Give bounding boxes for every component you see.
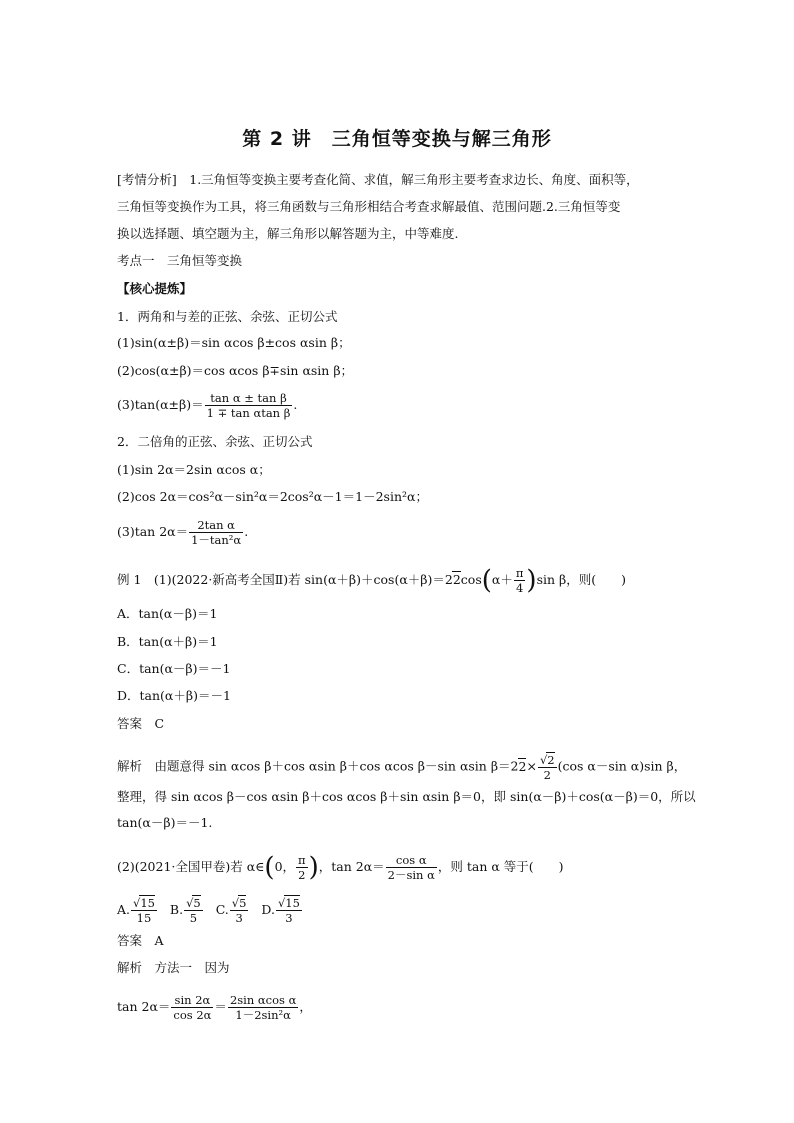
- numerator: 2sin αcos α: [229, 993, 297, 1007]
- formula-suffix: ，: [299, 999, 312, 1014]
- option-2-d: [253, 896, 302, 925]
- formula-tan-double: [117, 518, 248, 547]
- fraction-cos-over: [386, 853, 437, 882]
- intro-line-2: 三角恒等变换作为工具，将三角函数与三角形相结合考查求解最值、范围问题.2.三角恒等变: [117, 199, 621, 214]
- section-heading: 考点一 三角恒等变换: [117, 253, 243, 268]
- solution-tail: (cos α－sin α)sin β，: [557, 758, 687, 774]
- numerator: π: [515, 566, 524, 580]
- fraction-pi-over-2: [296, 853, 308, 882]
- zero: 0，: [274, 859, 296, 874]
- sqrt: 2: [518, 758, 527, 774]
- option-d: D．tan(α＋β)＝－1: [117, 688, 231, 703]
- question-tail: ，则 tan α 等于( ): [437, 859, 564, 874]
- option-c: C．tan(α－β)＝－1: [117, 661, 231, 676]
- numerator: √5: [231, 896, 247, 910]
- option-label: D.: [261, 901, 275, 917]
- numerator: √2: [539, 753, 555, 767]
- formula-prefix: (3)tan 2α＝: [117, 524, 189, 539]
- denominator: 1－2sin²α: [235, 1008, 291, 1022]
- times-sign: ×: [526, 758, 537, 774]
- option-2-a: [117, 896, 158, 925]
- option-2-b: [162, 896, 204, 925]
- solution-1-line-3: tan(α－β)＝－1.: [117, 815, 213, 830]
- formula-cos-double: (2)cos 2α＝cos²α－sin²α＝2cos²α－1＝1－2sin²α；: [117, 489, 428, 504]
- subheading-double-angle: 2．二倍角的正弦、余弦、正切公式: [117, 434, 313, 449]
- numerator: tan α ± tan β: [205, 391, 293, 406]
- core-label: 【核心提炼】: [117, 281, 193, 296]
- formula-cos-sum: (2)cos(α±β)＝cos αcos β∓sin αsin β；: [117, 363, 354, 378]
- denominator: 15: [136, 911, 152, 925]
- radicand: 5: [193, 896, 201, 910]
- formula-suffix: .: [293, 397, 298, 412]
- fraction: [131, 895, 157, 925]
- fraction: [276, 895, 302, 925]
- solution-1-line-2: 整理，得 sin αcos β－cos αsin β＋cos αcos β＋sin αsin β＝0，即 sin(α－β)＋cos(α－β)＝0，所以: [117, 789, 696, 804]
- inner-text: α＋: [491, 572, 513, 587]
- formula-prefix: tan 2α＝: [117, 999, 171, 1014]
- subheading-sum-difference: 1．两角和与差的正弦、余弦、正切公式: [117, 309, 338, 324]
- formula-suffix: .: [244, 524, 249, 539]
- fraction: [171, 993, 213, 1022]
- answer-1: 答案 C: [117, 716, 165, 731]
- mid-text: ，tan 2α＝: [318, 859, 385, 874]
- numerator: sin 2α: [171, 993, 213, 1008]
- question-tail: sin β，则( ): [536, 572, 626, 587]
- fraction-sqrt2-over-2: [538, 752, 557, 782]
- option-a: A．tan(α－β)＝1: [117, 606, 218, 621]
- denominator: 1 ∓ tan αtan β: [206, 406, 291, 420]
- denominator: 1－tan²α: [191, 533, 242, 547]
- fraction: [205, 391, 293, 420]
- option-label: A.: [117, 901, 131, 917]
- radicand: 15: [285, 896, 300, 910]
- sqrt: 2: [547, 753, 555, 767]
- denominator: 2: [543, 768, 551, 782]
- fraction-pi-over-4: [514, 566, 526, 595]
- numerator: 2tan α: [189, 518, 243, 533]
- formula-prefix: (3)tan(α±β)＝: [117, 397, 204, 412]
- numerator: √15: [277, 896, 300, 910]
- numerator: √5: [186, 896, 201, 910]
- formula-sin-double: (1)sin 2α＝2sin αcos α；: [117, 462, 271, 477]
- numerator: π: [298, 853, 306, 867]
- options-2-row: [117, 895, 303, 925]
- fraction: [189, 518, 243, 547]
- option-b: B．tan(α＋β)＝1: [117, 634, 218, 649]
- denominator: 5: [189, 911, 198, 925]
- denominator: 2: [298, 868, 306, 882]
- radicand: 5: [239, 896, 247, 910]
- option-2-c: [208, 896, 250, 925]
- example-2-question: (2)(2021·全国甲卷)若 α∈(0， $\frac{\pi}{2}$ )，tan 2α＝ $\frac{\text{cos α}}{\text{2－sin α}}$ ，则 tan α 等于( ): [117, 852, 564, 883]
- numerator: √15: [133, 896, 155, 910]
- formula-sin-sum: (1)sin(α±β)＝sin αcos β±cos αsin β；: [117, 335, 351, 350]
- sqrt: 2: [452, 572, 461, 587]
- solution-1-line-1: [117, 752, 686, 782]
- solution-2-heading: 解析 方法一 因为: [117, 960, 230, 975]
- solution-text: 解析 由题意得 sin αcos β＋cos αsin β＋cos αcos β－sin αsin β＝2: [117, 758, 519, 774]
- answer-2: 答案 A: [117, 933, 164, 948]
- page-title: 第 2 讲 三角恒等变换与解三角形: [242, 128, 552, 150]
- fraction: [230, 895, 249, 925]
- question-text: 例 1 (1)(2022·新高考全国Ⅱ)若 sin(α＋β)＋cos(α＋β)＝2: [117, 572, 453, 587]
- denominator: 4: [515, 581, 524, 595]
- denominator: 3: [285, 911, 293, 925]
- denominator: 2－sin α: [387, 868, 435, 882]
- formula-tan-sum: [117, 391, 297, 420]
- question-text: (2)(2021·全国甲卷)若 α∈: [117, 859, 265, 874]
- option-label: B.: [169, 901, 184, 917]
- intro-line-1: [考情分析] 1.三角恒等变换主要考查化简、求值，解三角形主要考查求边长、角度、面积等，: [117, 172, 639, 187]
- cos-text: cos: [460, 572, 482, 587]
- equals-sign: ＝: [214, 999, 227, 1014]
- option-label: C.: [215, 901, 229, 917]
- radicand: 15: [140, 896, 155, 910]
- solution-2-formula: [117, 993, 312, 1022]
- intro-line-3: 换以选择题、填空题为主，解三角形以解答题为主，中等难度.: [117, 226, 459, 241]
- example-1-question: 例 1 (1)(2022·新高考全国Ⅱ)若 sin(α＋β)＋cos(α＋β)＝22cos(α＋ $\frac{\pi}{4}$ )sin β，则( ): [117, 565, 626, 596]
- fraction: [228, 993, 298, 1022]
- fraction: [184, 895, 203, 925]
- denominator: 3: [235, 911, 243, 925]
- denominator: cos 2α: [173, 1008, 212, 1022]
- numerator: cos α: [386, 853, 437, 868]
